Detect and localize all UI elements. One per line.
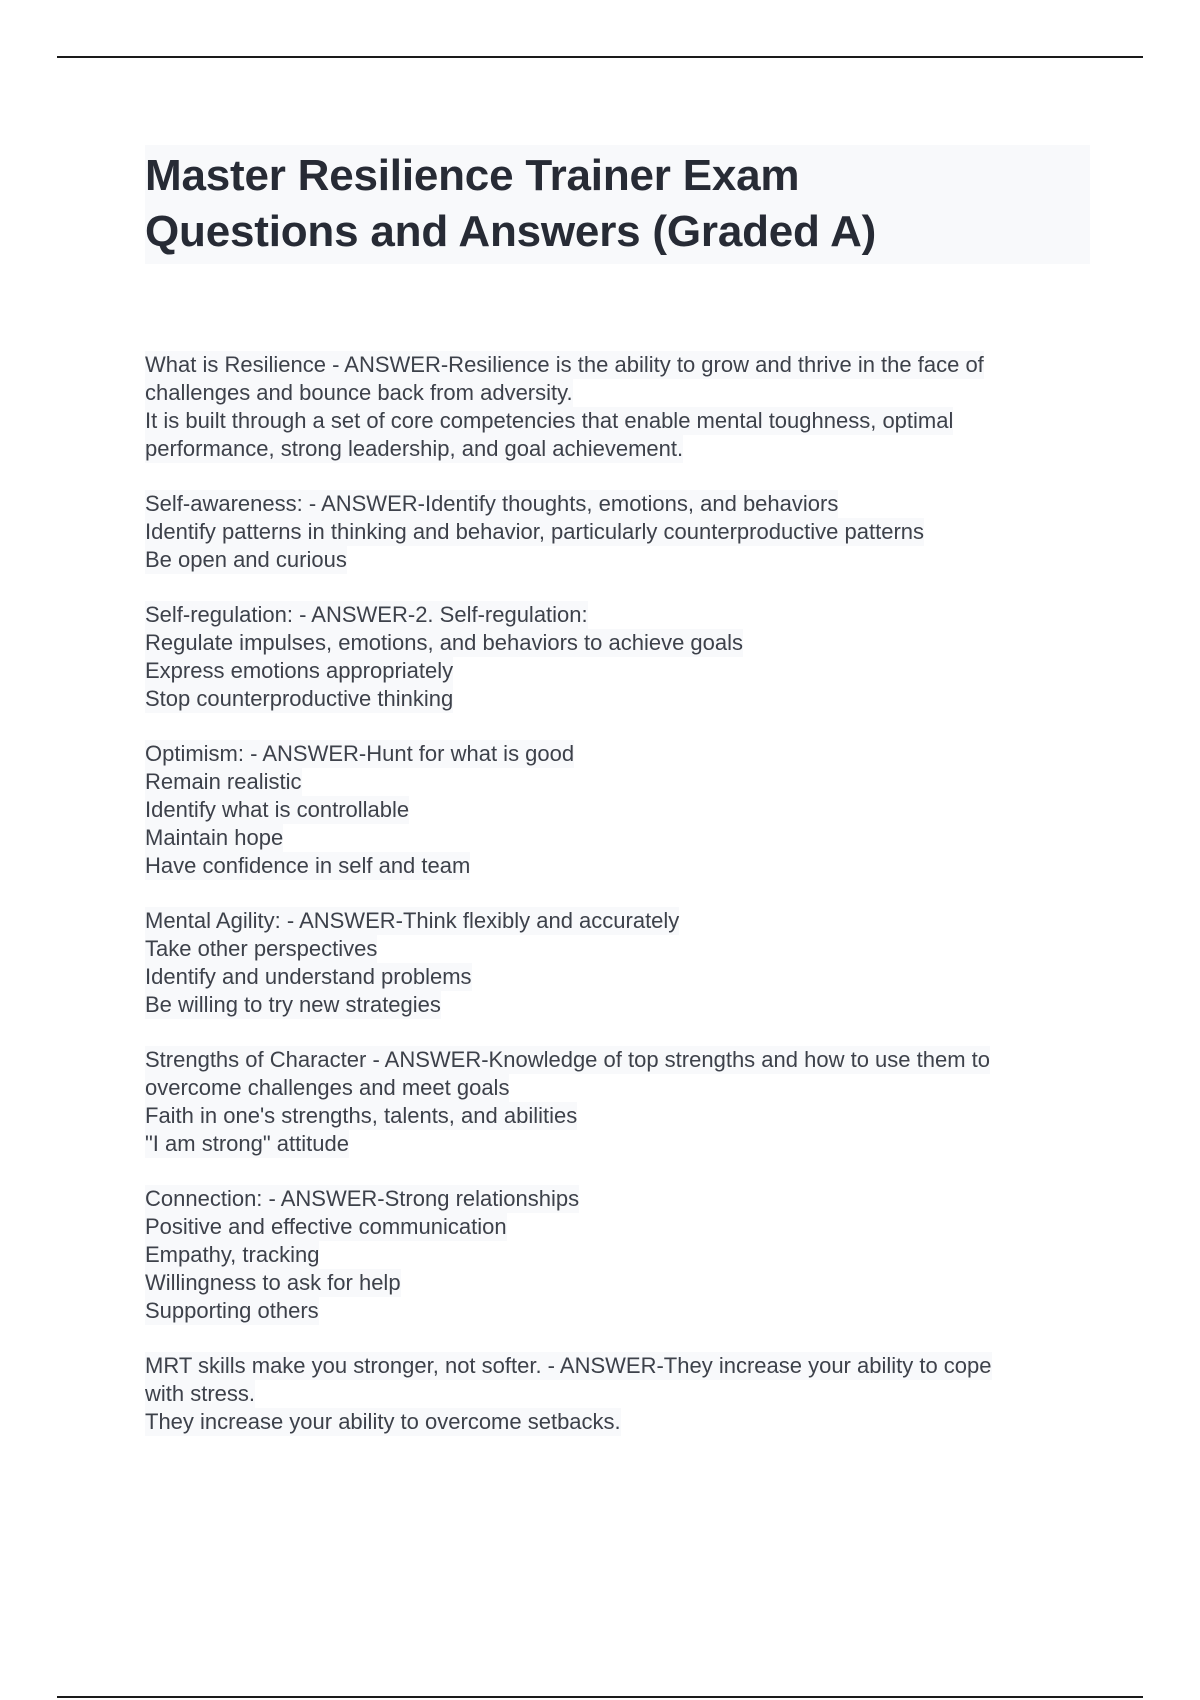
qa-answer-line: performance, strong leadership, and goal achievement. <box>145 436 684 461</box>
qa-answer-line: Be willing to try new strategies <box>145 992 441 1017</box>
document-title <box>145 148 1090 260</box>
qa-answer-line: overcome challenges and meet goals <box>145 1075 510 1100</box>
qa-item <box>145 907 1090 1019</box>
title-line-1: Master Resilience Trainer Exam <box>145 151 800 200</box>
qa-question-line: Self-awareness: - ANSWER-Identify thoughts, emotions, and behaviors <box>145 491 839 516</box>
qa-answer-line: They increase your ability to overcome setbacks. <box>145 1409 621 1434</box>
qa-question-line: Connection: - ANSWER-Strong relationships <box>145 1186 580 1211</box>
qa-answer-line: "I am strong" attitude <box>145 1131 349 1156</box>
qa-answer-line: Have confidence in self and team <box>145 853 471 878</box>
qa-item <box>145 351 1090 463</box>
qa-answer-line: Take other perspectives <box>145 936 378 961</box>
qa-answer-line: Positive and effective communication <box>145 1214 507 1239</box>
qa-question-line: What is Resilience - ANSWER-Resilience is the ability to grow and thrive in the face of <box>145 352 984 377</box>
qa-item <box>145 1185 1090 1325</box>
qa-answer-line: Identify patterns in thinking and behavior, particularly counterproductive patterns <box>145 519 925 544</box>
qa-item <box>145 1046 1090 1158</box>
qa-item <box>145 601 1090 713</box>
qa-question-line: Self-regulation: - ANSWER-2. Self-regulation: <box>145 602 588 627</box>
title-block <box>145 145 1090 264</box>
qa-answer-line: Regulate impulses, emotions, and behaviors to achieve goals <box>145 630 744 655</box>
qa-answer-line: Express emotions appropriately <box>145 658 454 683</box>
qa-question-line: Mental Agility: - ANSWER-Think flexibly and accurately <box>145 908 680 933</box>
qa-answer-line: Willingness to ask for help <box>145 1270 401 1295</box>
qa-answer-line: Be open and curious <box>145 547 347 572</box>
bottom-rule <box>57 1696 1143 1698</box>
qa-answer-line: Remain realistic <box>145 769 302 794</box>
qa-answer-line: Identify and understand problems <box>145 964 472 989</box>
qa-list <box>145 351 1090 1436</box>
qa-answer-line: Faith in one's strengths, talents, and abilities <box>145 1103 578 1128</box>
qa-item <box>145 490 1090 574</box>
title-line-2: Questions and Answers (Graded A) <box>145 207 877 256</box>
qa-question-line: Strengths of Character - ANSWER-Knowledge of top strengths and how to use them to <box>145 1047 990 1072</box>
qa-answer-line: Maintain hope <box>145 825 284 850</box>
top-rule <box>57 56 1143 58</box>
qa-item <box>145 1352 1090 1436</box>
document-page <box>145 145 1090 1463</box>
qa-answer-line: Supporting others <box>145 1298 319 1323</box>
qa-item <box>145 740 1090 880</box>
qa-question-line: Optimism: - ANSWER-Hunt for what is good <box>145 741 575 766</box>
qa-answer-line: challenges and bounce back from adversity. <box>145 380 573 405</box>
qa-answer-line: Identify what is controllable <box>145 797 410 822</box>
qa-question-line: MRT skills make you stronger, not softer. - ANSWER-They increase your ability to cope <box>145 1353 992 1378</box>
qa-answer-line: Empathy, tracking <box>145 1242 320 1267</box>
qa-answer-line: Stop counterproductive thinking <box>145 686 454 711</box>
qa-answer-line: It is built through a set of core competencies that enable mental toughness, optimal <box>145 408 954 433</box>
qa-answer-line: with stress. <box>145 1381 256 1406</box>
